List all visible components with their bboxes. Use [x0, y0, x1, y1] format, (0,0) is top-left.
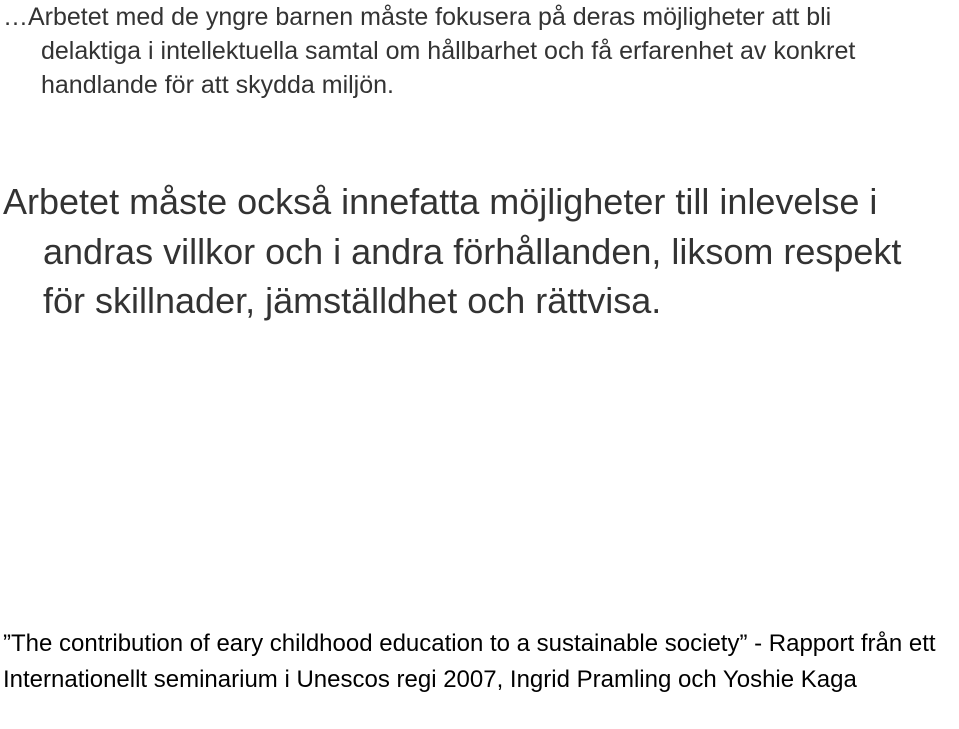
citation-source: ”The contribution of eary childhood education to a sustainable society” - Rapport från ett Internationellt seminarium i Unescos regi 2007, Ingrid Pramling och Yoshie Kaga — [3, 630, 936, 693]
quote-paragraph-1: …Arbetet med de yngre barnen måste fokusera på deras möjligheter att bli delaktiga i intellektuella samtal om hållbarhet och få erfarenhet av konkret handlande för att skydda miljön. — [3, 3, 856, 99]
quote-paragraph-2: Arbetet måste också innefatta möjligheter till inlevelse i andras villkor och i andra förhållanden, liksom respekt för skillnader, jämställdhet och rättvisa. — [3, 181, 902, 321]
